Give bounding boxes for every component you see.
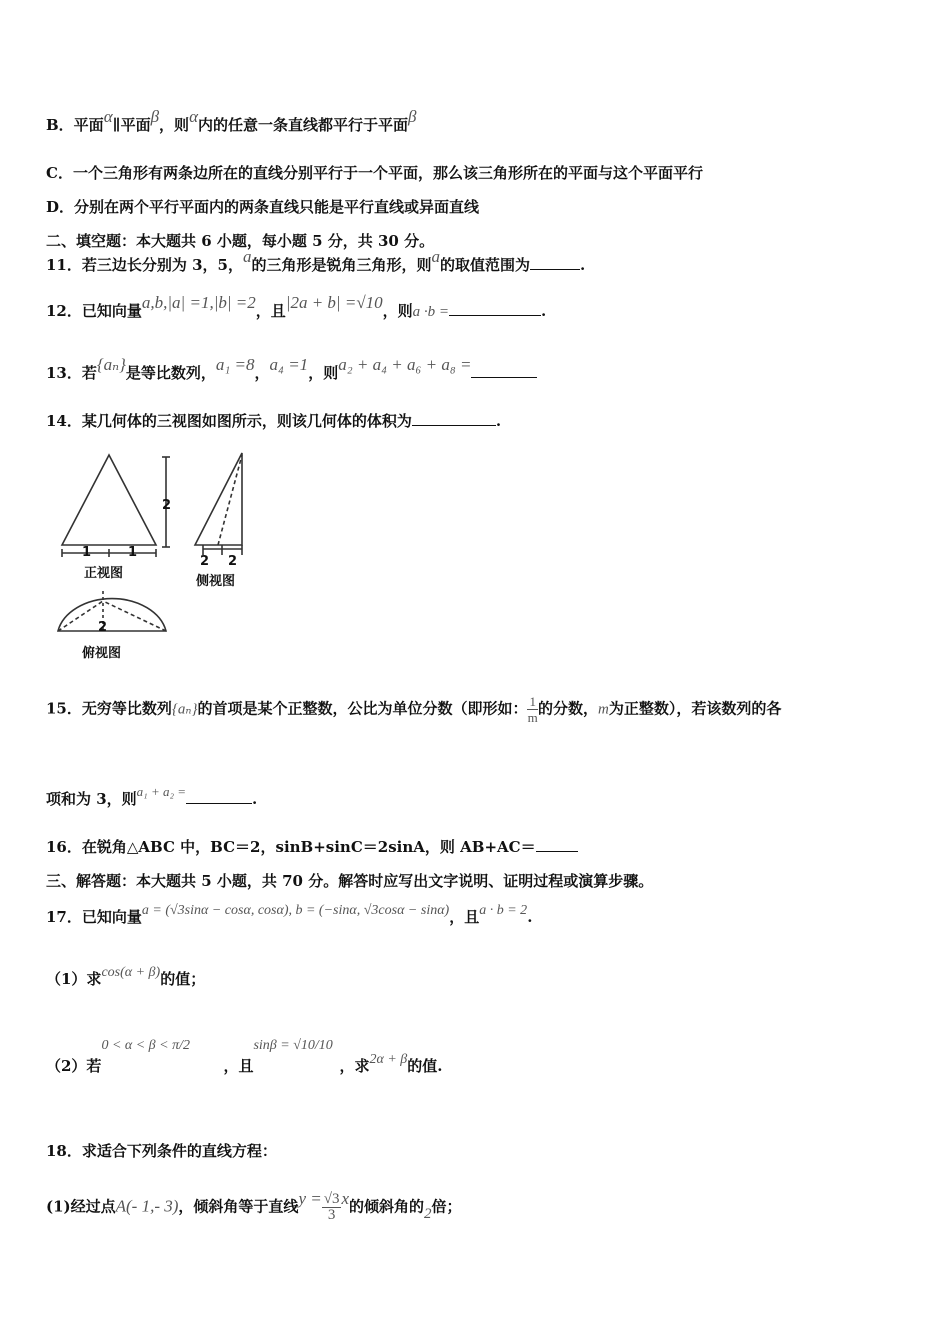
math-a4: a₄ =1 [269,355,309,374]
q11-text2: 的三角形是锐角三角形，则 [251,256,432,274]
front-dim-label-2: 1 [128,545,138,560]
period: . [541,302,547,320]
top-view-label: 俯视图 [82,646,122,661]
math-sin: sinβ = √10/10 [253,1038,333,1053]
q15b-text: 项和为 3，则 [46,790,137,808]
side-dim-label-2: 2 [228,554,238,569]
slope-fraction [322,1192,342,1223]
math-sum: a₂ + a₄ + a₆ + a₈ = [338,355,472,374]
math-expr: 2α + β [369,1052,408,1067]
answer-blank[interactable] [186,789,252,804]
q17-1-text: （1）求 [46,970,102,988]
question-13 [46,355,537,383]
front-dim-label-1: 1 [82,545,92,560]
q17-1-text2: 的值； [160,970,206,988]
q17-text: 17．已知向量 [46,908,142,926]
frac-denominator: 3 [327,1207,336,1223]
option-b-text3: ，则 [159,116,190,134]
question-18-part-1 [46,1188,462,1223]
math-point: A(- 1,- 3) [115,1196,179,1216]
side-dim-label-1: 2 [200,554,210,569]
q17-text2: ，且 [449,908,480,926]
frac-numerator: 1 [529,694,536,709]
side-view-triangle [195,453,242,545]
math-dot: a · b = 2 [479,903,528,918]
q12-text: 12．已知向量 [46,302,142,320]
math-vectors: a,b,|a| =1,|b| =2 [141,293,256,312]
side-view-label: 侧视图 [196,574,236,589]
q13-text2: 是等比数列， [125,364,216,382]
front-view-label: 正视图 [84,566,124,581]
frac-numerator: √3 [323,1191,340,1207]
option-b [46,107,417,135]
top-view-semicircle [58,599,166,631]
question-11 [46,247,586,275]
math-norm: |2a + b| =√10 [285,293,383,312]
top-dim-label: 2 [98,620,108,635]
q13-text: 13．若 [46,364,97,382]
q15-text2: 的首项是某个正整数，公比为单位分数（即形如： [197,699,528,718]
math-a: a [242,247,252,266]
period: . [527,908,533,926]
option-d: D．分别在两个平行平面内的两条直线只能是平行直线或异面直线 [46,198,480,216]
q18-1-text3: 的倾斜角的 [349,1197,425,1216]
q15-text4: 为正整数），若该数列的各 [608,699,782,718]
math-x: x [341,1188,349,1208]
unit-fraction [527,694,538,725]
section-3-heading: 三、解答题：本大题共 5 小题，共 70 分。解答时应写出文字说明、证明过程或演算步骤。 [46,872,654,890]
math-alpha: α [189,107,198,126]
math-sum: a₁ + a₂ = [136,784,187,799]
option-b-text4: 内的任意一条直线都平行于平面 [198,116,409,134]
height-label: 2 [162,498,172,513]
front-view-triangle [62,455,156,545]
question-15-cont [46,784,258,809]
answer-blank[interactable] [412,411,496,426]
q12-text2: ，且 [255,302,286,320]
q16-text: 16．在锐角△ABC 中，BC＝2，sinB+sinC＝2sinA，则 AB+AC＝ [46,838,536,856]
math-a1: a₁ =8 [215,355,255,374]
question-18: 18．求适合下列条件的直线方程： [46,1142,277,1160]
answer-blank[interactable] [530,255,580,270]
question-17 [46,903,533,927]
q13-text3: ，则 [308,364,339,382]
math-line-eq: y = [298,1188,322,1208]
math-inequality: 0 < α < β < π/2 [101,1038,191,1053]
question-16 [46,836,578,857]
answer-blank[interactable] [536,837,578,852]
q11-text: 11．若三边长分别为 3，5， [46,256,243,274]
math-dot: a ·b = [412,304,450,320]
q18-1-text: (1)经过点 [46,1197,116,1216]
period: . [580,256,586,274]
q18-1-text2: ，倾斜角等于直线 [178,1197,299,1216]
math-sequence: {aₙ} [171,701,198,718]
section-2-heading: 二、填空题：本大题共 6 小题，每小题 5 分，共 30 分。 [46,232,435,250]
math-sequence: {aₙ} [96,355,126,374]
question-12 [46,293,547,321]
math-beta: β [408,107,417,126]
period: . [495,412,502,430]
option-c: C．一个三角形有两条边所在的直线分别平行于一个平面，那么该三角形所在的平面与这个平面平行 [46,164,703,182]
q17-2-text4: 的值. [407,1057,443,1075]
question-17-part-1 [46,965,206,989]
option-b-text2: ∥平面 [112,116,151,134]
math-m: m [597,701,609,718]
math-alpha: α [103,107,113,126]
q17-2-text3: ，求 [339,1057,370,1075]
q14-text: 14．某几何体的三视图如图所示，则该几何体的体积为 [46,412,412,430]
question-17-part-2 [46,1038,443,1076]
q17-2-text: （2）若 [46,1057,102,1075]
frac-denominator: m [527,710,538,725]
option-b-text: B．平面 [46,116,104,134]
math-beta: β [150,107,160,126]
question-15 [46,694,781,725]
question-14 [46,410,501,431]
q17-2-text2: ，且 [223,1057,254,1075]
q18-1-text4: 倍； [431,1197,462,1216]
math-two: 2 [424,1205,432,1222]
q12-text3: ，则 [382,302,413,320]
math-cos: cos(α + β) [101,965,161,980]
q15-text: 15．无穷等比数列 [46,699,172,718]
period: . [252,790,258,808]
comma: ， [254,364,270,382]
q15-text3: 的分数， [537,699,598,718]
math-vectors: a = (√3sinα − cosα, cosα), b = (−sinα, √3cosα − sinα) [141,903,450,918]
q11-text3: 的取值范围为 [440,256,531,274]
answer-blank[interactable] [449,301,541,316]
math-a: a [431,247,440,266]
answer-blank[interactable] [471,363,537,378]
